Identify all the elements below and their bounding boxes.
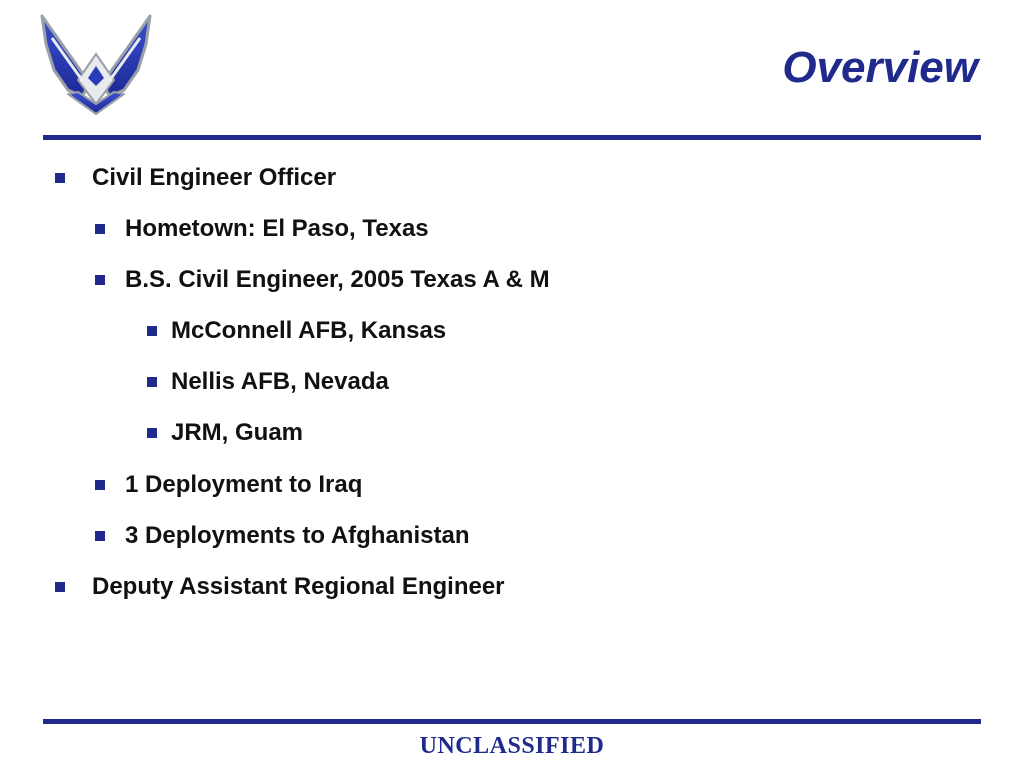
square-bullet-icon	[147, 377, 157, 387]
bullet-text: B.S. Civil Engineer, 2005 Texas A & M	[125, 266, 550, 293]
bullet-text: Hometown: El Paso, Texas	[125, 215, 429, 242]
slide-title: Overview	[782, 43, 978, 92]
bullet-text: 3 Deployments to Afghanistan	[125, 522, 470, 549]
square-bullet-icon	[55, 582, 65, 592]
square-bullet-icon	[95, 480, 105, 490]
square-bullet-icon	[95, 224, 105, 234]
bullet-text: JRM, Guam	[171, 419, 304, 446]
bullet-text: Deputy Assistant Regional Engineer	[92, 573, 505, 600]
bullet-text: Nellis AFB, Nevada	[171, 368, 389, 395]
square-bullet-icon	[55, 173, 65, 183]
bullet-text: McConnell AFB, Kansas	[171, 317, 447, 344]
square-bullet-icon	[147, 326, 157, 336]
square-bullet-icon	[147, 428, 157, 438]
bullet-text: Civil Engineer Officer	[92, 164, 337, 191]
bullet-text: 1 Deployment to Iraq	[125, 471, 363, 498]
air-force-wings-icon	[38, 14, 154, 118]
square-bullet-icon	[95, 531, 105, 541]
footer-divider	[43, 719, 981, 724]
header-divider	[43, 135, 981, 140]
classification-label: UNCLASSIFIED	[419, 733, 605, 759]
square-bullet-icon	[95, 275, 105, 285]
